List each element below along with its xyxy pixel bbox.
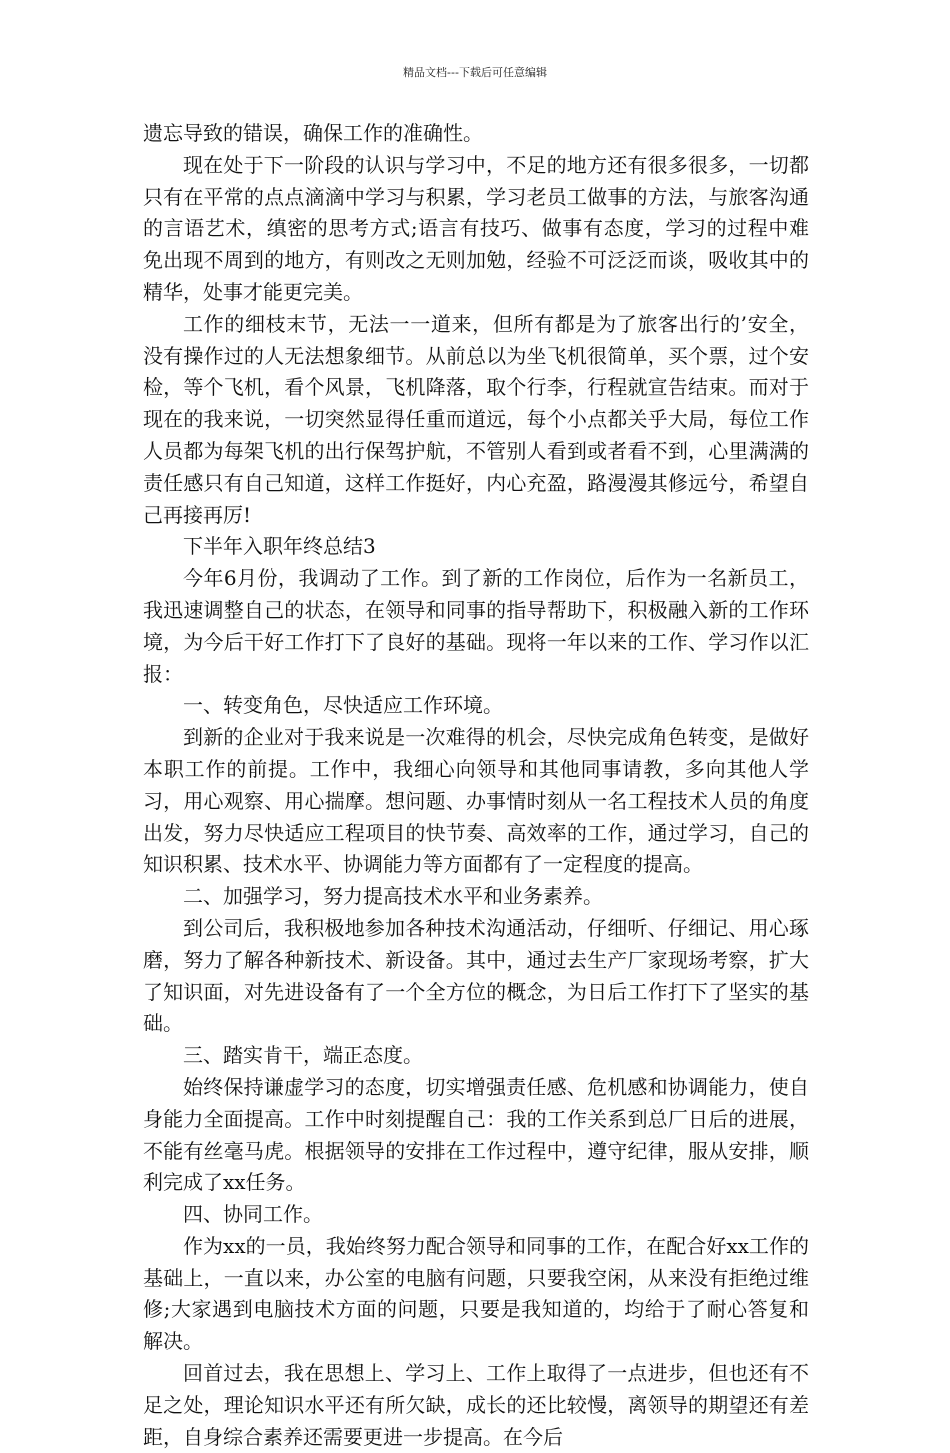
paragraph: 遗忘导致的错误，确保工作的准确性。	[143, 121, 483, 145]
section-heading: 三、踏实肯干，端正态度。	[183, 1043, 423, 1068]
paragraph: 始终保持谦虚学习的态度，切实增强责任感、危机感和协调能力，使自身能力全面提高。工作中时刻提醒自己：我的工作关系到总厂日后的进展，不能有丝毫马虎。根据领导的安排在工作过程中，遵守纪律，服从安排，顺利完成了xx任务。	[143, 1074, 809, 1195]
document-body	[143, 118, 809, 1453]
section-heading: 二、加强学习，努力提高技术水平和业务素养。	[183, 884, 603, 909]
section-title: 下半年入职年终总结3	[183, 534, 376, 559]
page-header: 精品文档---下载后可任意编辑	[403, 66, 547, 79]
paragraph: 工作的细枝末节，无法一一道来，但所有都是为了旅客出行的’安全，没有操作过的人无法想象细节。从前总以为坐飞机很简单，买个票，过个安检，等个飞机，看个风景，飞机降落，取个行李，行程就宣告结束。而对于现在的我来说，一切突然显得任重而道远，每个小点都关乎大局，每位工作人员都为每架飞机的出行保驾护航，不管别人看到或者看不到，心里满满的责任感只有自己知道，这样工作挺好，内心充盈，路漫漫其修远兮，希望自己再接再厉!	[143, 311, 809, 527]
paragraph: 到公司后，我积极地参加各种技术沟通活动，仔细听、仔细记、用心琢磨，努力了解各种新技术、新设备。其中，通过去生产厂家现场考察，扩大了知识面，对先进设备有了一个全方位的概念，为日后工作打下了坚实的基础。	[143, 915, 809, 1036]
paragraph: 作为xx的一员，我始终努力配合领导和同事的工作，在配合好xx工作的基础上，一直以来，办公室的电脑有问题，只要我空闲，从来没有拒绝过维修;大家遇到电脑技术方面的问题，只要是我知道的，均给于了耐心答复和解决。	[143, 1233, 809, 1354]
section-heading: 四、协同工作。	[183, 1202, 323, 1227]
paragraph: 今年6月份，我调动了工作。到了新的工作岗位，后作为一名新员工，我迅速调整自己的状态，在领导和同事的指导帮助下，积极融入新的工作环境，为今后干好工作打下了良好的基础。现将一年以来的工作、学习作以汇报：	[143, 566, 809, 686]
paragraph: 现在处于下一阶段的认识与学习中，不足的地方还有很多很多，一切都只有在平常的点点滴滴中学习与积累，学习老员工做事的方法，与旅客沟通的言语艺术，缜密的思考方式;语言有技巧、做事有态度，学习的过程中难免出现不周到的地方，有则改之无则加勉，经验不可泛泛而谈，吸收其中的精华，处事才能更完美。	[143, 152, 809, 304]
paragraph: 到新的企业对于我来说是一次难得的机会，尽快完成角色转变，是做好本职工作的前提。工作中，我细心向领导和其他同事请教，多向其他人学习，用心观察、用心揣摩。想问题、办事情时刻从一名工程技术人员的角度出发，努力尽快适应工程项目的快节奏、高效率的工作，通过学习，自己的知识积累、技术水平、协调能力等方面都有了一定程度的提高。	[143, 725, 809, 877]
paragraph: 回首过去，我在思想上、学习上、工作上取得了一点进步，但也还有不足之处，理论知识水平还有所欠缺，成长的还比较慢，离领导的期望还有差距，自身综合素养还需要更进一步提高。在今后	[143, 1361, 809, 1449]
section-heading: 一、转变角色，尽快适应工作环境。	[183, 693, 503, 718]
